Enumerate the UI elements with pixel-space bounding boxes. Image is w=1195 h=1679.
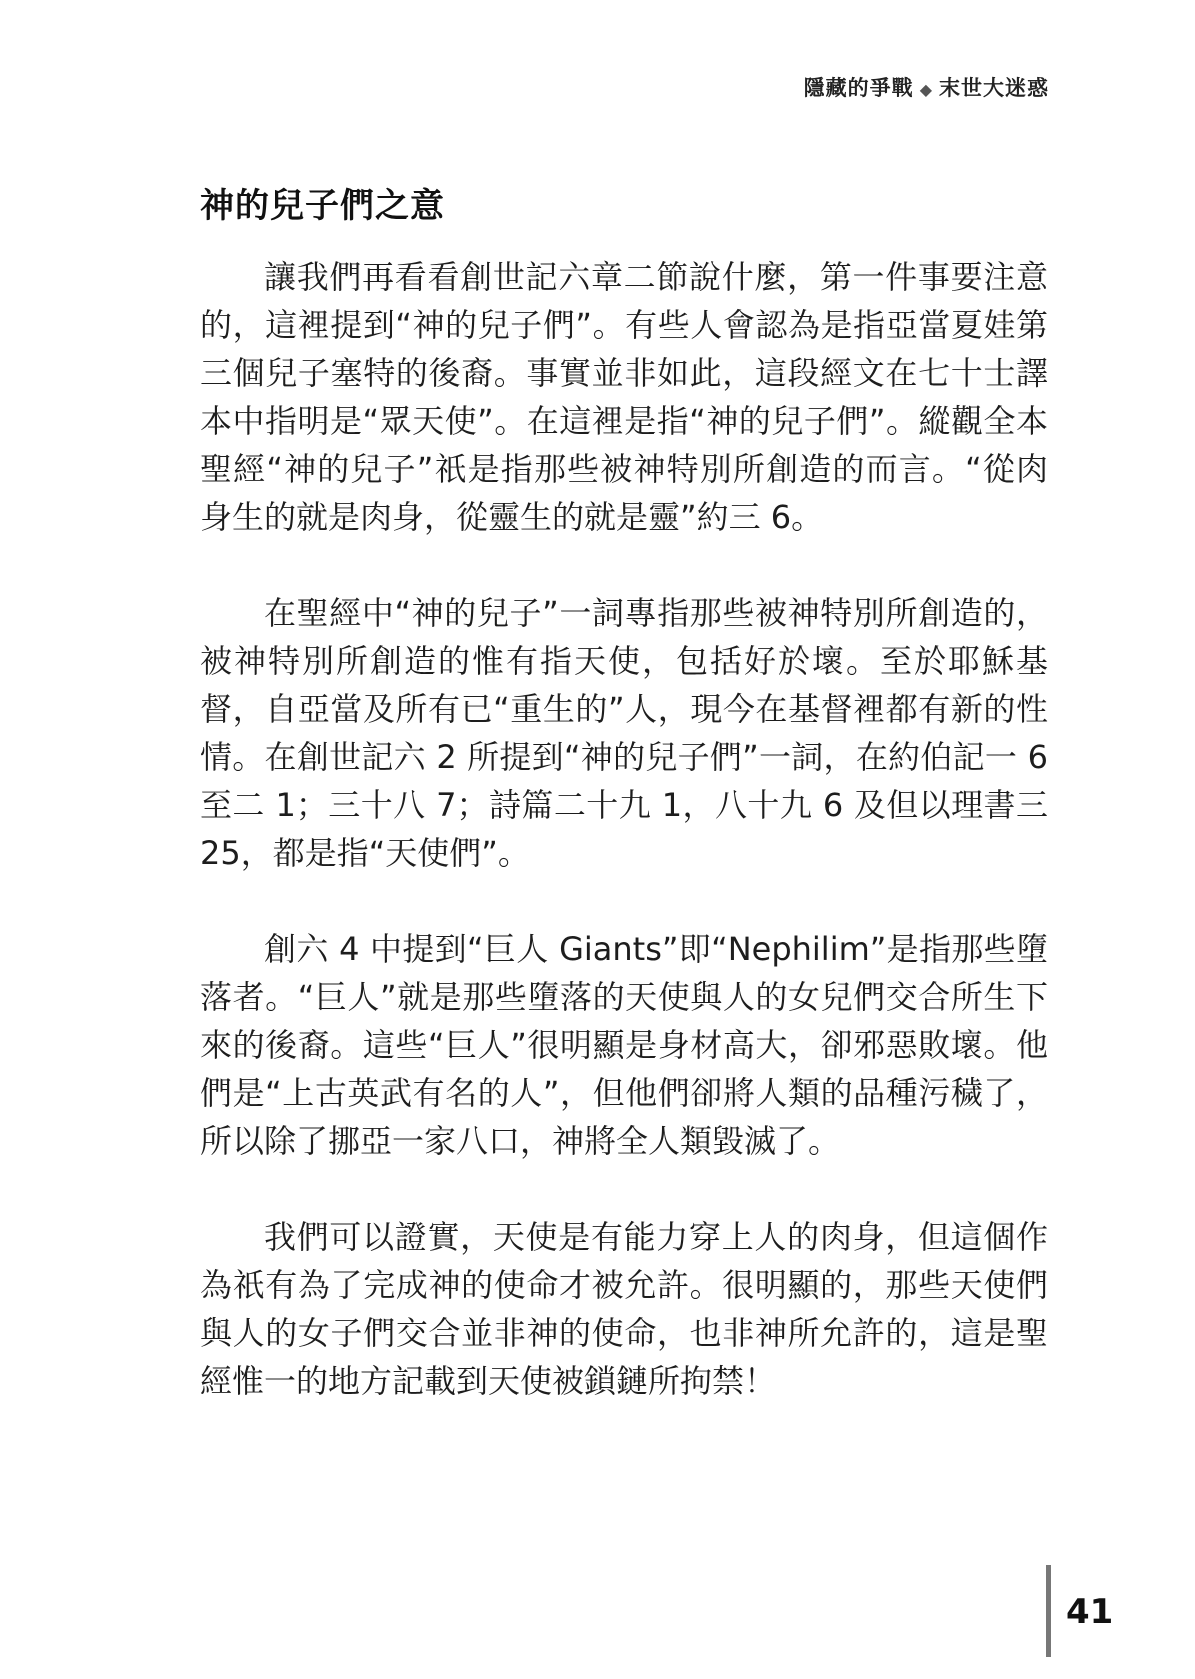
section-heading: 神的兒子們之意 — [200, 186, 445, 226]
paragraph-3: 創六 4 中提到“巨人 Giants”即“Nephilim”是指那些墮落者。“巨人”就是那些墮落的天使與人的女兒們交合所生下來的後裔。這些“巨人”很明顯是身材高大，卻邪惡敗壞。他們是“上古英武有名的人”，但他們卻將人類的品種污穢了，所以除了挪亞一家八口，神將全人類毀滅了。 — [200, 930, 1048, 1160]
body-text — [200, 253, 1048, 1453]
page-number: 41 — [1066, 1592, 1114, 1632]
paragraph-4: 我們可以證實，天使是有能力穿上人的肉身，但這個作為祇有為了完成神的使命才被允許。很明顯的，那些天使們與人的女子們交合並非神的使命，也非神所允許的，這是聖經惟一的地方記載到天使被鎖鏈所拘禁！ — [200, 1218, 1048, 1400]
paragraph-2: 在聖經中“神的兒子”一詞專指那些被神特別所創造的，被神特別所創造的惟有指天使，包括好於壞。至於耶穌基督，自亞當及所有已“重生的”人，現今在基督裡都有新的性情。在創世記六 2 所提到“神的兒子們”一詞，在約伯記一 6 至二 1；三十八 7；詩篇二十九 1，八十九 6 及但以理書三 25，都是指“天使們”。 — [200, 594, 1048, 872]
section-title: 末世大迷惑 — [939, 76, 1049, 100]
running-header — [804, 72, 1049, 102]
page-number-bar — [1046, 1565, 1051, 1657]
book-title: 隱藏的爭戰 — [803, 76, 914, 100]
paragraph-1: 讓我們再看看創世記六章二節說什麼，第一件事要注意的，這裡提到“神的兒子們”。有些人會認為是指亞當夏娃第三個兒子塞特的後裔。事實並非如此，這段經文在七十士譯本中指明是“眾天使”。在這裡是指“神的兒子們”。縱觀全本聖經“神的兒子”祇是指那些被神特別所創造的而言。“從肉身生的就是肉身，從靈生的就是靈”約三 6。 — [200, 258, 1048, 536]
diamond-separator-icon: ◆ — [919, 80, 933, 99]
